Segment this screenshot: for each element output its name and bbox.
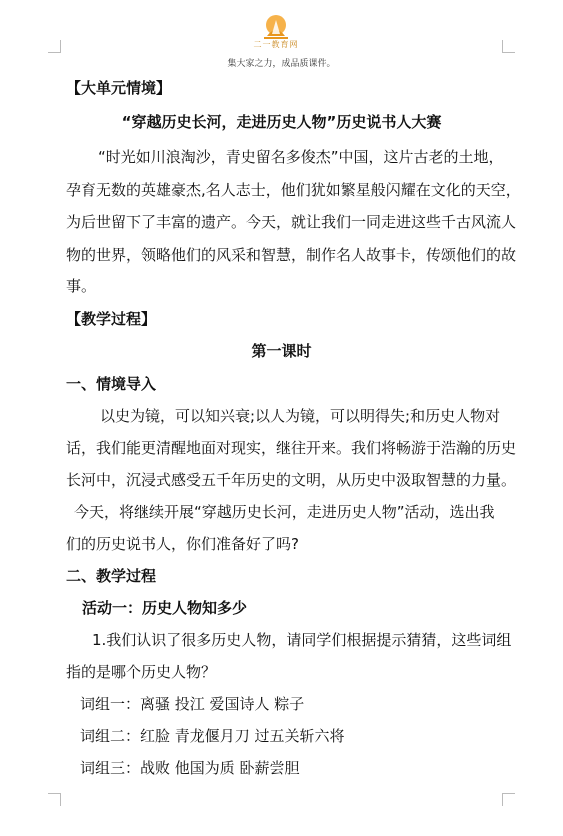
section-heading: 一、情境导入 xyxy=(66,375,157,393)
intro-line: 物的世界，领略他们的风采和智慧，制作名人故事卡，传颂他们的故 xyxy=(66,246,517,264)
section-heading: 二、教学过程 xyxy=(66,567,157,585)
logo-emblem-icon xyxy=(261,14,291,40)
contest-title: “穿越历史长河，走进历史人物”历史说书人大赛 xyxy=(121,113,442,131)
margin-corner-bottom-left xyxy=(48,793,61,806)
section1-line: 今天，将继续开展“穿越历史长河，走进历史人物”活动，选出我 xyxy=(74,503,495,521)
teaching-process-heading: 【教学过程】 xyxy=(66,310,157,328)
word-group-line: 词组二：红脸 青龙偃月刀 过五关斩六将 xyxy=(80,727,345,745)
header-slogan: 集大家之力，成品质课件。 xyxy=(227,59,336,69)
activity-heading: 活动一：历史人物知多少 xyxy=(82,599,248,617)
margin-corner-top-left xyxy=(48,40,61,53)
unit-context-heading: 【大单元情境】 xyxy=(66,79,172,97)
section1-line: 以史为镜，可以知兴衰;以人为镜，可以明得失;和历史人物对 xyxy=(100,407,501,425)
logo-text: 二一教育网 xyxy=(253,40,299,49)
section1-line: 长河中，沉浸式感受五千年历史的文明，从历史中汲取智慧的力量。 xyxy=(66,471,517,489)
section1-line: 话，我们能更清醒地面对现实，继往开来。我们将畅游于浩瀚的历史 xyxy=(66,439,517,457)
lesson-title: 第一课时 xyxy=(251,342,312,360)
question-line: 指的是哪个历史人物？ xyxy=(66,663,217,681)
intro-line: 事。 xyxy=(66,277,97,295)
margin-corner-top-right xyxy=(502,40,515,53)
question-line: 1.我们认识了很多历史人物，请同学们根据提示猜猜，这些词组 xyxy=(92,631,512,649)
word-group-line: 词组三：战败 他国为质 卧薪尝胆 xyxy=(80,759,300,777)
word-group-line: 词组一：离骚 投江 爱国诗人 粽子 xyxy=(80,695,305,713)
intro-line: “时光如川浪淘沙，青史留名多俊杰”中国，这片古老的土地， xyxy=(98,148,504,166)
section1-line: 们的历史说书人，你们准备好了吗? xyxy=(66,535,299,553)
intro-line: 孕育无数的英雄豪杰,名人志士，他们犹如繁星般闪耀在文化的天空， xyxy=(66,181,521,199)
publisher-logo xyxy=(249,14,303,50)
intro-line: 为后世留下了丰富的遗产。今天，就让我们一同走进这些千古风流人 xyxy=(66,213,517,231)
margin-corner-bottom-right xyxy=(502,793,515,806)
